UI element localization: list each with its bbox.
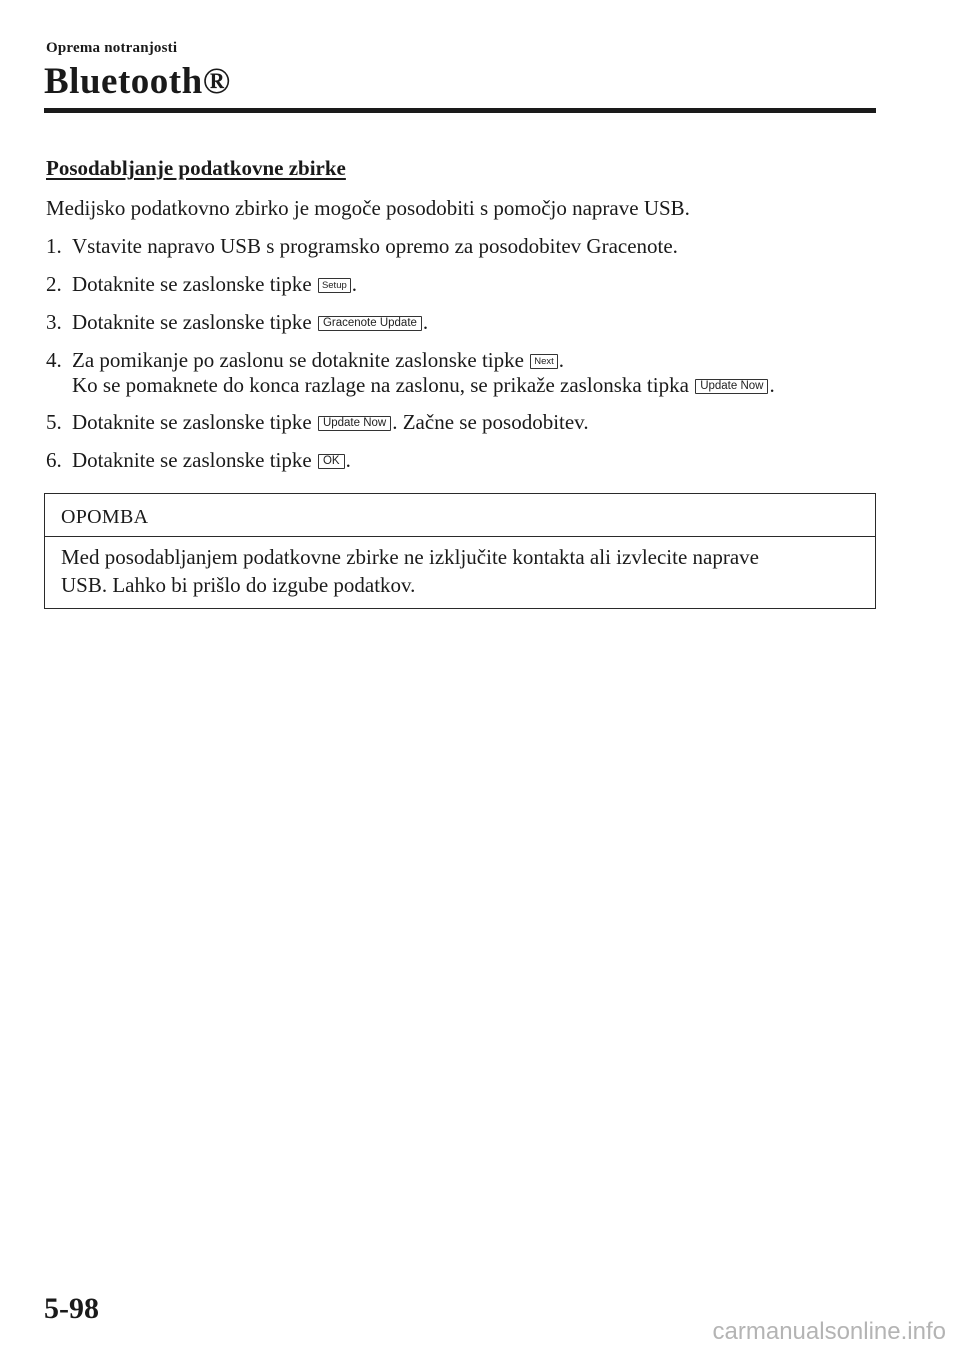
step-text: Ko se pomaknete do konca razlage na zaslonu, se prikaže zaslonska tipka [72,373,689,397]
step-4-continuation [46,373,775,398]
note-line: Med posodabljanjem podatkovne zbirke ne izključite kontakta ali izvlecite naprave [61,545,759,569]
step-3 [46,310,428,335]
step-text-end: . [769,373,775,397]
step-text: Za pomikanje po zaslonu se dotaknite zaslonske tipke [72,348,524,372]
update-now-key: Update Now [318,416,391,431]
step-text: Dotaknite se zaslonske tipke [72,310,312,334]
title-divider [44,108,876,113]
step-number: 2. [46,272,62,296]
step-number: 1. [46,234,62,258]
note-box [44,493,876,609]
step-6 [46,448,351,473]
note-line: USB. Lahko bi prišlo do izgube podatkov. [61,573,416,597]
section-heading: Posodabljanje podatkovne zbirke [46,156,346,180]
update-now-key: Update Now [695,379,768,394]
ok-key: OK [318,454,345,469]
step-text-end: . Začne se posodobitev. [392,410,589,434]
next-key: Next [530,354,558,369]
step-2 [46,272,357,297]
step-4 [46,348,775,398]
step-text-end: . [422,310,429,334]
step-text-end: . [558,348,565,372]
setup-key: Setup [318,278,351,293]
watermark: carmanualsonline.info [712,1318,946,1345]
section-label: Oprema notranjosti [46,40,178,56]
intro-paragraph: Medijsko podatkovno zbirko je mogoče posodobiti s pomočjo naprave USB. [46,196,690,220]
gracenote-update-key: Gracenote Update [318,316,422,331]
step-text: Dotaknite se zaslonske tipke [72,272,312,296]
step-number: 3. [46,310,62,334]
step-1 [46,234,678,259]
step-number: 5. [46,410,62,434]
step-number: 6. [46,448,62,472]
step-text: Dotaknite se zaslonske tipke [72,448,312,472]
step-5 [46,410,589,435]
page-number: 5-98 [44,1292,99,1325]
step-text-end: . [345,448,351,472]
step-text: Vstavite napravo USB s programsko opremo za posodobitev Gracenote. [72,234,678,258]
note-body [45,537,875,599]
step-text: Dotaknite se zaslonske tipke [72,410,312,434]
step-text-end: . [351,272,358,296]
step-number: 4. [46,348,62,372]
note-heading: OPOMBA [45,494,875,537]
chapter-title: Bluetooth® [44,61,231,102]
